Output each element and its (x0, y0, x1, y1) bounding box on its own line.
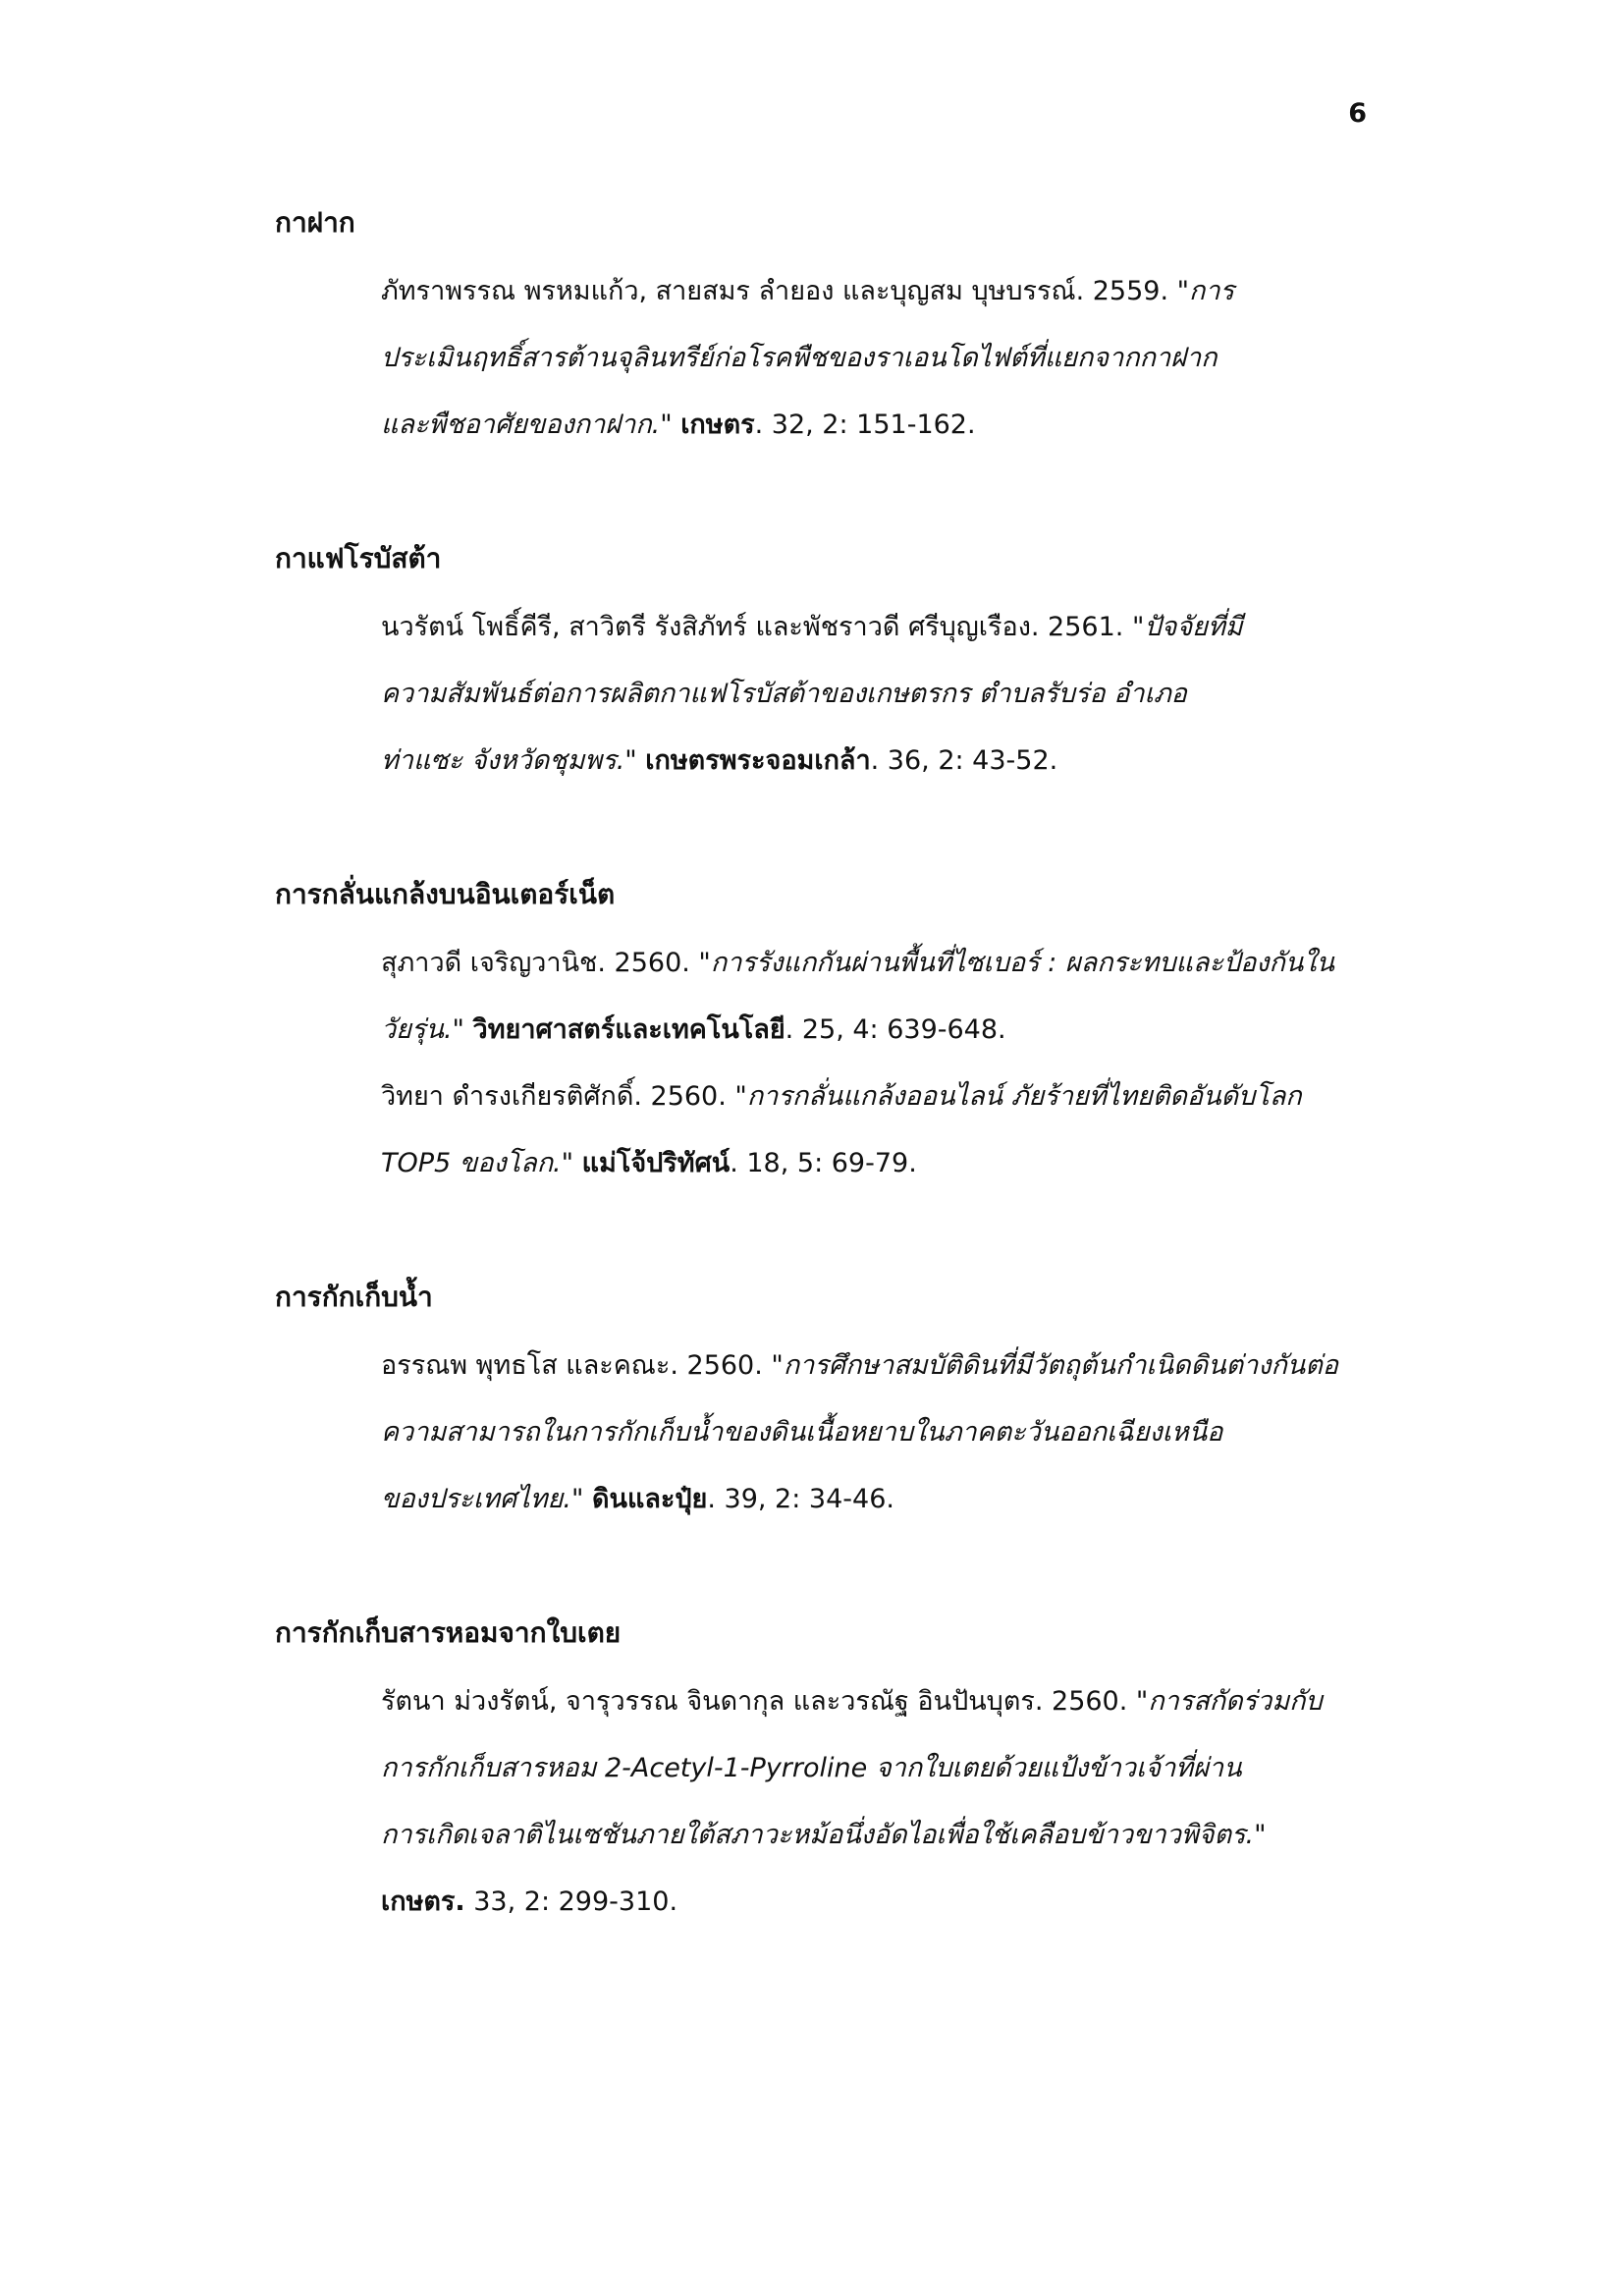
reference-text: . 36, 2: 43-52. (870, 745, 1058, 776)
article-title: การ (1189, 276, 1235, 306)
journal-name: เกษตรพระจอมเกล้า (645, 745, 871, 776)
reference-text: " (624, 745, 646, 776)
reference-entry (381, 1064, 1457, 1197)
reference-line (381, 594, 1457, 661)
section-heading: การกลั่นแกล้งบนอินเตอร์เน็ต (275, 878, 616, 910)
journal-name: ดินและปุ๋ย (591, 1484, 708, 1514)
reference-line (381, 1333, 1457, 1399)
reference-line (381, 1064, 1457, 1130)
bibliography-section (275, 1276, 1384, 1533)
reference-text: อรรณพ พุทธโส และคณะ. 2560. " (381, 1350, 784, 1381)
reference-text: " (570, 1484, 592, 1514)
reference-line (381, 1802, 1457, 1869)
reference-entry (381, 1668, 1457, 1936)
reference-text: วิทยา ดำรงเกียรติศักดิ์. 2560. " (381, 1081, 747, 1112)
bibliography-section (275, 1612, 1384, 1936)
journal-name: เกษตร (680, 410, 755, 440)
article-title: การศึกษาสมบัติดินที่มีวัตถุต้นกำเนิดดินต่างกันต่อ (783, 1350, 1338, 1381)
article-title: การสกัดร่วมกับ (1148, 1686, 1323, 1717)
reference-line (381, 728, 1457, 794)
bibliography-section (275, 201, 1384, 459)
article-title: ความสามารถในการกักเก็บน้ำของดินเนื้อหยาบในภาคตะวันออกเฉียงเหนือ (381, 1417, 1223, 1448)
section-heading: การกักเก็บสารหอมจากใบเตย (275, 1616, 622, 1649)
reference-line (381, 1735, 1457, 1802)
reference-line (381, 1399, 1457, 1466)
reference-text: นวรัตน์ โพธิ์คีรี, สาวิตรี รังสิภัทร์ และพัชราวดี ศรีบุญเรือง. 2561. " (381, 612, 1145, 642)
article-title: และพืชอาศัยของกาฝาก. (381, 410, 661, 440)
reference-line (381, 392, 1457, 459)
reference-line (381, 1869, 1457, 1936)
bibliography-section (275, 873, 1384, 1197)
article-title: ของประเทศไทย. (381, 1484, 571, 1514)
reference-text: " (561, 1148, 582, 1178)
section-heading: การกักเก็บน้ำ (275, 1281, 433, 1313)
reference-text: . 18, 5: 69-79. (730, 1148, 917, 1178)
reference-text: . 32, 2: 151-162. (754, 410, 976, 440)
reference-line (381, 1668, 1457, 1735)
reference-entry (381, 930, 1457, 1064)
article-title: การกลั่นแกล้งออนไลน์ ภัยร้ายที่ไทยติดอันดับโลก (746, 1081, 1302, 1112)
reference-text: 33, 2: 299-310. (464, 1886, 678, 1917)
journal-name: เกษตร. (381, 1886, 465, 1917)
reference-line (381, 258, 1457, 325)
article-title: ปัจจัยที่มี (1144, 612, 1243, 642)
journal-name: วิทยาศาสตร์และเทคโนโลยี (472, 1014, 785, 1045)
reference-text: " (1254, 1820, 1267, 1850)
reference-entry (381, 1333, 1457, 1533)
bibliography (275, 201, 1384, 2014)
journal-name: แม่โจ้ปริทัศน์ (581, 1148, 731, 1178)
article-title: การกักเก็บสารหอม 2-Acetyl-1-Pyrroline จากใบเตยด้วยแป้งข้าวเจ้าที่ผ่าน (381, 1753, 1242, 1783)
bibliography-section (275, 537, 1384, 794)
reference-entry (381, 594, 1457, 794)
article-title: การเกิดเจลาติไนเซชันภายใต้สภาวะหม้อนึ่งอัดไอเพื่อใช้เคลือบข้าวขาวพิจิตร. (381, 1820, 1255, 1850)
article-title: ท่าแซะ จังหวัดชุมพร. (381, 745, 625, 776)
article-title: วัยรุ่น. (381, 1014, 453, 1045)
reference-line (381, 661, 1457, 728)
reference-text: . 25, 4: 639-648. (785, 1014, 1006, 1045)
reference-line (381, 930, 1457, 997)
reference-line (381, 997, 1457, 1064)
article-title: ความสัมพันธ์ต่อการผลิตกาแฟโรบัสต้าของเกษตรกร ตำบลรับร่อ อำเภอ (381, 679, 1187, 709)
reference-line (381, 1130, 1457, 1197)
reference-line (381, 1466, 1457, 1533)
reference-text: " (660, 410, 681, 440)
article-title: ประเมินฤทธิ์สารต้านจุลินทรีย์ก่อโรคพืชของราเอนโดไฟต์ที่แยกจากกาฝาก (381, 343, 1218, 373)
reference-text: รัตนา ม่วงรัตน์, จารุวรรณ จินดากุล และวรณัฐ อินปันบุตร. 2560. " (381, 1686, 1149, 1717)
reference-text: . 39, 2: 34-46. (707, 1484, 894, 1514)
reference-text: สุภาวดี เจริญวานิช. 2560. " (381, 948, 711, 978)
section-heading: กาแฟโรบัสต้า (275, 542, 442, 574)
reference-text: " (452, 1014, 473, 1045)
article-title: TOP5 ของโลก. (381, 1148, 562, 1178)
reference-text: ภัทราพรรณ พรหมแก้ว, สายสมร ลำยอง และบุญสม บุษบรรณ์. 2559. " (381, 276, 1190, 306)
reference-line (381, 325, 1457, 392)
article-title: การรังแกกันผ่านพื้นที่ไซเบอร์ : ผลกระทบและป้องกันใน (710, 948, 1334, 978)
section-heading: กาฝาก (275, 206, 355, 239)
page-number: 6 (1348, 98, 1367, 129)
reference-entry (381, 258, 1457, 459)
